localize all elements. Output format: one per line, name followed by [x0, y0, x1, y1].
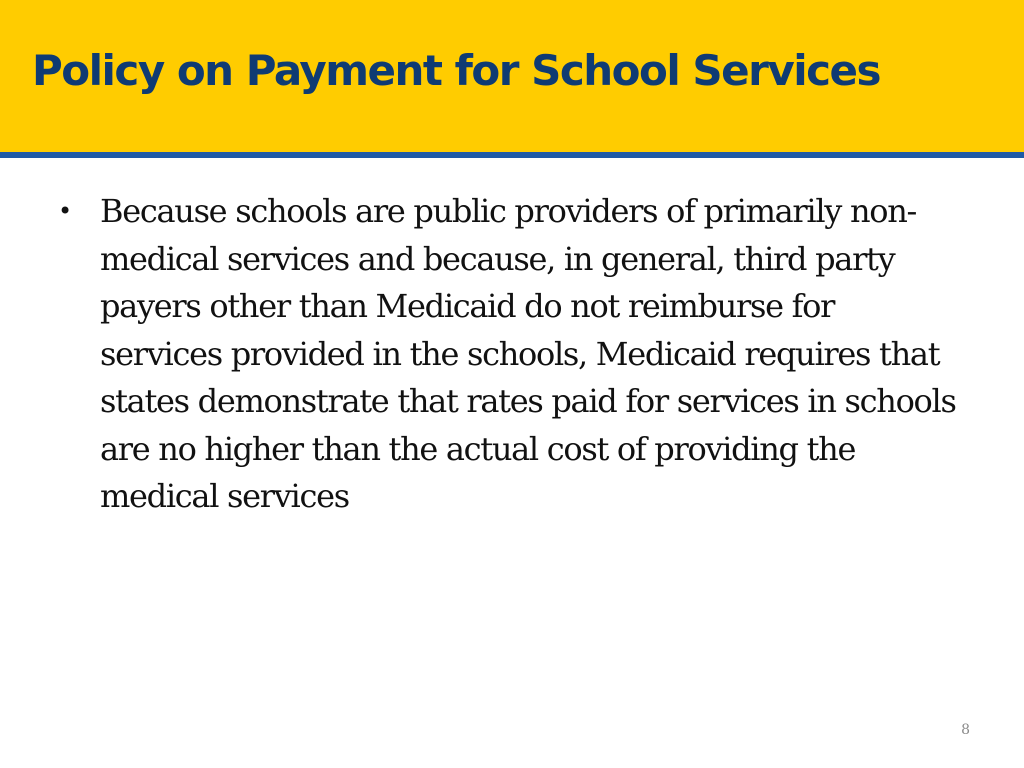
bullet-dot-icon: •	[58, 197, 71, 225]
page-number: 8	[961, 722, 970, 738]
slide-body	[56, 188, 956, 521]
bullet-list	[56, 188, 956, 521]
title-bar	[0, 0, 1024, 158]
bullet-text: Because schools are public providers of primarily non-medical services and because, in general, third party payers other than Medicaid do not reimburse for services provided in the schools, Medicaid requires that states demonstrate that rates paid for services in schools are no higher than the actual cost of providing the medical services	[100, 192, 956, 515]
bullet-item	[56, 188, 956, 521]
slide-title: Policy on Payment for School Services	[32, 46, 880, 95]
